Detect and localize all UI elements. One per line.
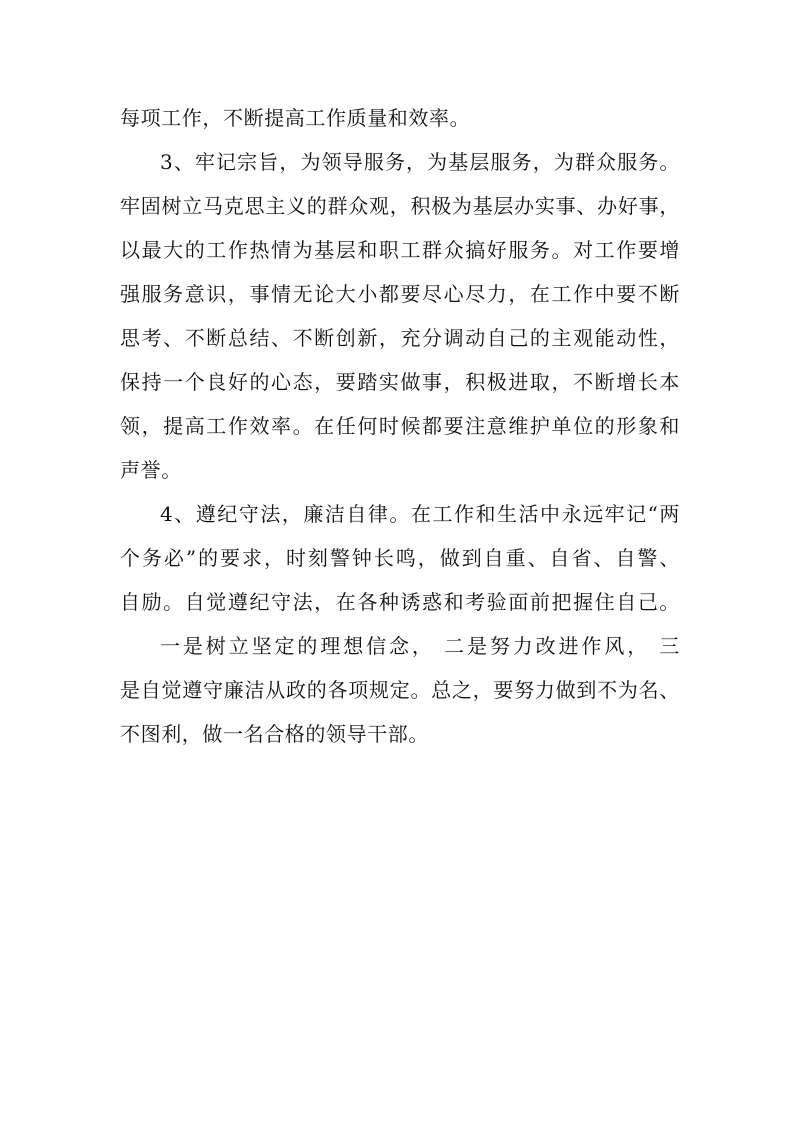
text-line: 不图利，做一名合格的领导干部。 <box>120 722 429 746</box>
text-line: 自励。自觉遵纪守法，在各种诱惑和考验面前把握住自己。 <box>120 590 680 614</box>
text-line: 以最大的工作热情为基层和职工群众搞好服务。对工作要增 <box>120 238 680 262</box>
text-line: 个务必”的要求，时刻警钟长鸣，做到自重、自省、自警、 <box>120 546 680 570</box>
text-line: 4、遵纪守法，廉洁自律。在工作和生活中永远牢记“两 <box>160 502 680 526</box>
text-line: 每项工作，不断提高工作质量和效率。 <box>120 106 471 130</box>
text-line: 思考、不断总结、不断创新，充分调动自己的主观能动性， <box>120 326 680 350</box>
text-line: 领，提高工作效率。在任何时候都要注意维护单位的形象和 <box>120 414 680 438</box>
text-line: 一是树立坚定的理想信念， 二是努力改进作风， 三 <box>160 634 680 658</box>
text-line: 3、牢记宗旨，为领导服务，为基层服务，为群众服务。 <box>160 150 680 174</box>
document-body <box>120 96 680 756</box>
text-line: 声誉。 <box>120 458 182 482</box>
text-line: 保持一个良好的心态，要踏实做事，积极进取，不断增长本 <box>120 370 680 394</box>
text-line: 牢固树立马克思主义的群众观，积极为基层办实事、办好事， <box>120 194 680 218</box>
text-line: 强服务意识，事情无论大小都要尽心尽力，在工作中要不断 <box>120 282 680 306</box>
text-line: 是自觉遵守廉洁从政的各项规定。总之，要努力做到不为名、 <box>120 678 680 702</box>
